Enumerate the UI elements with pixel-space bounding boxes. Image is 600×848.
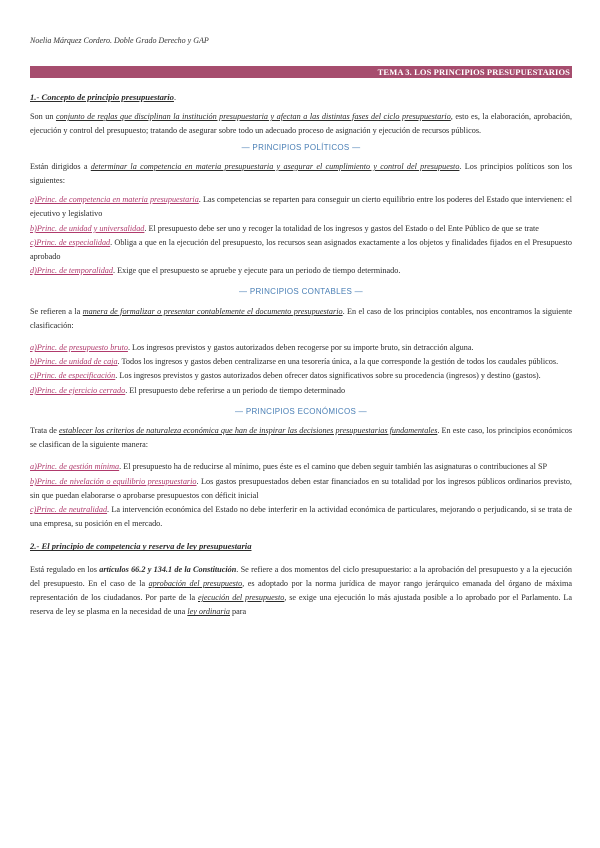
accounting-item-b-text: . Todos los ingresos y gastos deben centralizarse en una tesorería única, a la que corresponde la gestión de todos los caudales públicos.: [117, 357, 559, 367]
economic-intro-underlined: establecer los criterios de naturaleza económica que han de inspirar las decisiones presupuestarias fundamentales: [58, 426, 438, 436]
s2-text-5: para: [230, 607, 247, 617]
economic-item-a: [30, 460, 572, 474]
political-intro: [30, 160, 572, 188]
political-item-a-text: . Las competencias se reparten para conseguir un cierto equilibrio entre los poderes del Estado que intervienen: el ejecutivo y legislativo: [30, 195, 573, 219]
s2-text-2: . Se refiere a dos momentos del ciclo presupuestario: a la aprobación del presupuesto y a la ejecución del presupuesto. En el caso de la: [30, 564, 572, 588]
political-item-a: [30, 193, 572, 221]
accounting-item-c: [30, 369, 572, 383]
political-item-b: [30, 222, 572, 236]
accounting-item-a-label: a)Princ. de presupuesto bruto: [30, 343, 128, 353]
accounting-item-d-label: d)Princ. de ejercicio cerrado: [30, 385, 126, 395]
political-intro-underlined: determinar la competencia en materia presupuestaria y asegurar el cumplimiento y control del presupuesto: [90, 161, 460, 171]
accounting-item-a-text: . Los ingresos previstos y gastos autorizados deben recogerse por su importe bruto, sin detracción alguna.: [127, 343, 474, 353]
political-item-c: [30, 236, 572, 264]
section-1-heading-tail: .: [173, 93, 176, 102]
s2-text-3: , es adoptado por la norma jurídica de mayor rango jerárquico emanada del órgano de máxima representación de los ciudadanos. Por parte de la: [30, 578, 572, 603]
political-item-b-label: b)Princ. de unidad y universalidad: [30, 223, 145, 233]
accounting-principles-title: — PRINCIPIOS CONTABLES —: [239, 287, 363, 297]
concept-text-a: Son un: [30, 112, 56, 122]
political-item-d-label: d)Princ. de temporalidad: [30, 266, 113, 276]
political-item-c-label: c)Princ. de especialidad: [30, 237, 111, 247]
s2-underlined-ordinary-law: ley ordinaria: [187, 607, 230, 617]
accounting-intro: [30, 305, 572, 333]
s2-text-4: , se exige una ejecución lo más ajustada posible a lo aprobado por el Parlamento. La reserva de ley se plasma en la necesidad de una: [30, 593, 573, 617]
accounting-item-b-label: b)Princ. de unidad de caja: [30, 357, 118, 367]
section-2-heading: [30, 539, 572, 554]
concept-text-b: , esto es, la elaboración, aprobación, ejecución y control del presupuesto; tratando de asegurar sobre todo un adecuado proceso de asignación y ejecución de recursos públicos.: [30, 112, 572, 136]
political-item-b-text: . El presupuesto debe ser uno y recoger la totalidad de los ingresos y gastos del Estado o del Ente Público de que se trate: [144, 223, 539, 233]
document-body: [30, 90, 572, 620]
economic-item-b: [30, 475, 572, 503]
section-1-heading: [30, 90, 572, 105]
political-item-a-label: a)Princ. de competencia en materia presupuestaria: [30, 195, 199, 205]
economic-item-a-label: a)Princ. de gestión mínima: [30, 462, 120, 472]
accounting-intro-a: Se refieren a la: [30, 306, 83, 316]
accounting-item-d-text: . El presupuesto debe referirse a un periodo de tiempo determinado: [125, 385, 346, 395]
accounting-item-d: [30, 384, 572, 398]
title-banner: [30, 66, 572, 78]
s2-underlined-execution: ejecución del presupuesto: [198, 593, 285, 603]
banner-title: TEMA 3. LOS PRINCIPIOS PRESUPUESTARIOS: [377, 67, 570, 77]
section-1-heading-text: 1.- Concepto de principio presupuestario: [30, 92, 174, 102]
political-item-d: [30, 264, 572, 278]
political-intro-b: . Los principios políticos son los siguientes:: [30, 161, 573, 186]
accounting-intro-b: . En el caso de los principios contables, nos encontramos la siguiente clasificación:: [30, 306, 572, 330]
concept-paragraph: [30, 110, 572, 138]
economic-principles-title: — PRINCIPIOS ECONÓMICOS —: [235, 406, 367, 416]
s2-underlined-approval: aprobación del presupuesto: [148, 578, 243, 588]
accounting-item-c-label: c)Princ. de especificación: [30, 371, 116, 381]
section-2-paragraph: [30, 563, 572, 620]
accounting-item-c-text: . Los ingresos previstos y gastos autorizados deben ofrecer datos significativos sobre su procedencia (ingresos) y destino (gastos).: [115, 371, 541, 381]
section-2-heading-text: 2.- El principio de competencia y reserva de ley presupuestaria: [30, 541, 252, 552]
economic-intro-a: Trata de: [30, 426, 59, 436]
concept-underlined: conjunto de reglas que disciplinan la institución presupuestaria y afectan a las distintas fases del ciclo presupuestario: [55, 112, 451, 122]
economic-intro: [30, 424, 572, 452]
political-intro-a: Están dirigidos a: [30, 161, 91, 171]
economic-item-c-label: c)Princ. de neutralidad: [30, 505, 108, 515]
political-principles-title: — PRINCIPIOS POLÍTICOS —: [241, 142, 361, 152]
economic-intro-b: . En este caso, los principios económicos se clasifican de la siguiente manera:: [30, 426, 573, 450]
economic-item-b-label: b)Princ. de nivelación o equilibrio presupuestario: [30, 476, 197, 486]
political-item-d-text: . Exige que el presupuesto se apruebe y ejecute para un periodo de tiempo determinado.: [113, 266, 401, 276]
author-header: Noelia Márquez Cordero. Doble Grado Derecho y GAP: [30, 36, 209, 45]
accounting-item-a: [30, 341, 572, 355]
economic-item-b-text: . Los gastos presupuestados deben estar financiados en su totalidad por los ingresos públicos ordinarios previsto, sin que puedan elaborarse o aprobarse presupuestos con déficit inicial: [30, 476, 572, 500]
s2-text-1: Está regulado en los: [30, 564, 100, 574]
economic-item-a-text: . El presupuesto ha de reducirse al mínimo, pues éste es el camino que deben seguir también las asignaturas o contribuciones al SP: [119, 462, 548, 472]
economic-item-c-text: . La intervención económica del Estado no debe interferir en la actividad económica de particulares, mejorando o perjudicando, si se trata de una empresa, su posición en el mercado.: [30, 505, 572, 529]
s2-bold-articles: artículos 66.2 y 134.1 de la Constitución: [99, 564, 237, 574]
economic-item-c: [30, 503, 572, 531]
political-item-c-text: . Obliga a que en la ejecución del presupuesto, los recursos sean asignados exactamente a los objetos y finalidades fijados en el Presupuesto aprobado: [30, 237, 572, 262]
accounting-intro-underlined: manera de formalizar o presentar contablemente el documento presupuestario: [82, 306, 343, 316]
accounting-item-b: [30, 355, 572, 369]
